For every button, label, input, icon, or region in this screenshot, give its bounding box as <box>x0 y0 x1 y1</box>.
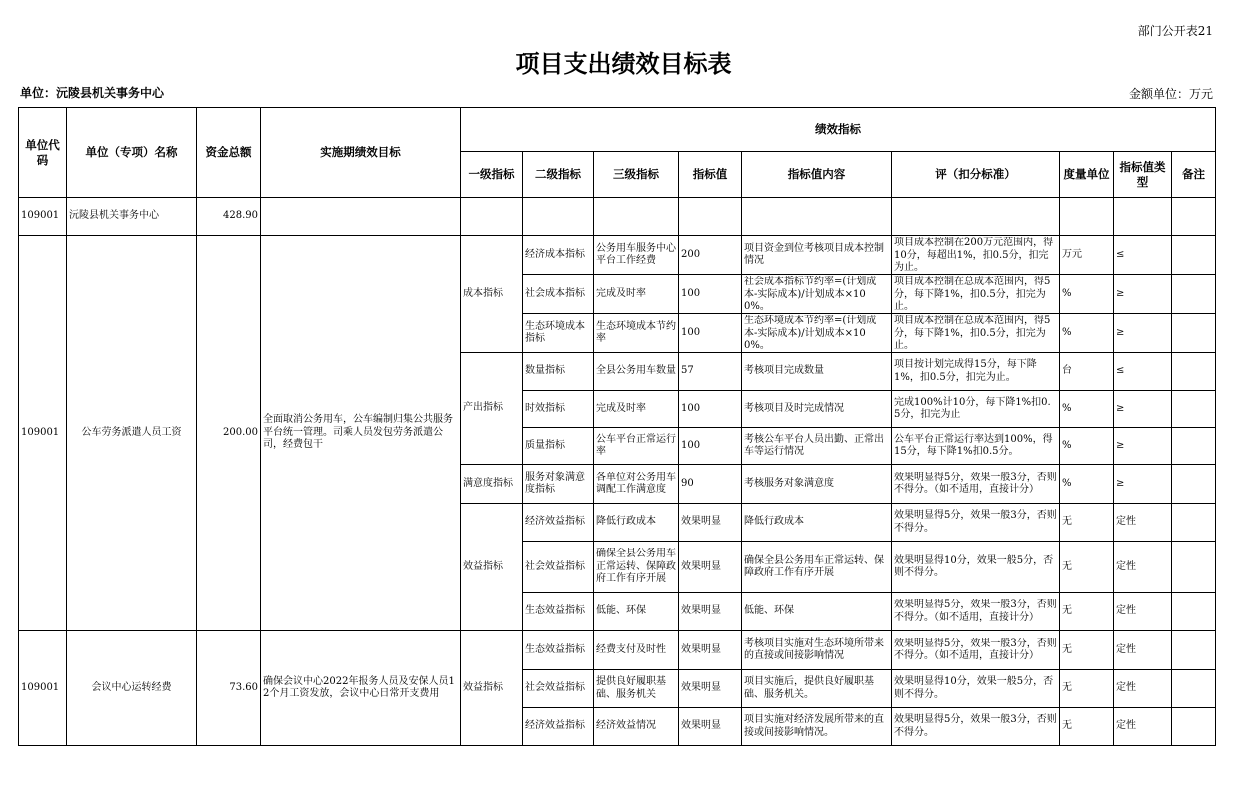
unit-label: 单位：沅陵县机关事务中心 <box>20 86 165 100</box>
value: 100 <box>679 275 742 314</box>
l2: 质量指标 <box>523 428 594 465</box>
content: 考核服务对象满意度 <box>742 465 892 504</box>
l3: 全县公务用车数量 <box>594 353 679 391</box>
unit: % <box>1060 465 1114 504</box>
value: 200 <box>679 236 742 275</box>
header-level3: 三级指标 <box>594 152 679 198</box>
header-measure-unit: 度量单位 <box>1060 152 1114 198</box>
standard-text: 效果明显得5分，效果一般3分，否则不得分。（如不适用，直接计分） <box>894 599 1057 623</box>
content: 降低行政成本 <box>742 504 892 542</box>
l3-text: 各单位对公务用车调配工作满意度 <box>596 471 676 495</box>
standard: 完成100%计10分，每下降1%扣0.5分，扣完为止 <box>892 391 1060 428</box>
project1-total: 200.00 <box>197 236 261 631</box>
project2-name: 会议中心运转经费 <box>67 631 197 746</box>
remark <box>1172 670 1216 708</box>
header-content: 指标值内容 <box>742 152 892 198</box>
value: 效果明显 <box>679 708 742 746</box>
content <box>742 314 892 353</box>
header-target: 实施期绩效目标 <box>261 108 461 198</box>
header-total: 资金总额 <box>197 108 261 198</box>
type: 定性 <box>1114 631 1172 670</box>
content: 考核项目完成数量 <box>742 353 892 391</box>
project1-target: 全面取消公务用车，公车编制归集公共服务平台统一管理。司乘人员发包劳务派遣公司，经费包干 <box>261 236 461 631</box>
remark <box>1172 275 1216 314</box>
content: 考核公车平台人员出勤、正常出车等运行情况 <box>742 428 892 465</box>
header-value-type: 指标值类型 <box>1114 152 1172 198</box>
type: ≥ <box>1114 465 1172 504</box>
standard <box>892 236 1060 275</box>
performance-table <box>18 107 1216 746</box>
l2: 经济成本指标 <box>523 236 594 275</box>
project2-group-benefit: 效益指标 <box>461 631 523 746</box>
remark <box>1172 708 1216 746</box>
type: 定性 <box>1114 593 1172 631</box>
type: 定性 <box>1114 504 1172 542</box>
l3: 提供良好履职基础、服务机关 <box>594 670 679 708</box>
standard: 效果明显得5分，效果一般3分，否则不得分。 <box>892 708 1060 746</box>
unit: 无 <box>1060 631 1114 670</box>
header-indicators: 绩效指标 <box>461 108 1216 152</box>
type: ≥ <box>1114 391 1172 428</box>
standard-text: 项目成本控制在200万元范围内，得10分，每超出1%，扣0.5分，扣完为止。 <box>894 237 1054 273</box>
standard: 公车平台正常运行率达到100%，得15分，每下降1%扣0.5分。 <box>892 428 1060 465</box>
unit: % <box>1060 275 1114 314</box>
remark <box>1172 593 1216 631</box>
standard-text: 项目成本控制在总成本范围内，得5分，每下降1%，扣0.5分，扣完为止。 <box>894 315 1051 351</box>
l3: 生态环境成本节约率 <box>594 314 679 353</box>
header-standard: 评（扣分标准） <box>892 152 1060 198</box>
l2: 时效指标 <box>523 391 594 428</box>
summary-name: 沅陵县机关事务中心 <box>67 198 197 236</box>
l2: 社会成本指标 <box>523 275 594 314</box>
unit: % <box>1060 314 1114 353</box>
content: 确保全县公务用车正常运转、保障政府工作有序开展 <box>742 542 892 593</box>
value: 90 <box>679 465 742 504</box>
type: ≥ <box>1114 314 1172 353</box>
content: 项目资金到位考核项目成本控制情况 <box>742 236 892 275</box>
summary-code: 109001 <box>19 198 67 236</box>
type: 定性 <box>1114 542 1172 593</box>
summary-total: 428.90 <box>197 198 261 236</box>
unit: 无 <box>1060 670 1114 708</box>
project1-name: 公车劳务派遣人员工资 <box>67 236 197 631</box>
project2-code: 109001 <box>19 631 67 746</box>
content: 考核项目及时完成情况 <box>742 391 892 428</box>
value: 效果明显 <box>679 593 742 631</box>
l3: 公务用车服务中心平台工作经费 <box>594 236 679 275</box>
group-benefit: 效益指标 <box>461 504 523 631</box>
value: 效果明显 <box>679 631 742 670</box>
value: 100 <box>679 391 742 428</box>
unit: 无 <box>1060 593 1114 631</box>
unit: 无 <box>1060 504 1114 542</box>
l3 <box>594 542 679 593</box>
standard <box>892 314 1060 353</box>
l2: 经济效益指标 <box>523 708 594 746</box>
header-code: 单位代码 <box>19 108 67 198</box>
l3: 降低行政成本 <box>594 504 679 542</box>
l2: 经济效益指标 <box>523 504 594 542</box>
type: 定性 <box>1114 708 1172 746</box>
standard: 效果明显得10分，效果一般5分，否则不得分。 <box>892 542 1060 593</box>
l2: 生态效益指标 <box>523 593 594 631</box>
form-number: 部门公开表21 <box>1137 24 1213 38</box>
remark <box>1172 353 1216 391</box>
l2: 数量指标 <box>523 353 594 391</box>
table-row <box>19 236 1216 275</box>
l2: 社会效益指标 <box>523 670 594 708</box>
type: ≥ <box>1114 428 1172 465</box>
l3: 完成及时率 <box>594 391 679 428</box>
standard: 效果明显得5分，效果一般3分，否则不得分。 <box>892 504 1060 542</box>
group-satisfaction: 满意度指标 <box>461 465 523 504</box>
unit: 无 <box>1060 708 1114 746</box>
type: 定性 <box>1114 670 1172 708</box>
value: 57 <box>679 353 742 391</box>
l3: 低能、环保 <box>594 593 679 631</box>
standard <box>892 465 1060 504</box>
value: 效果明显 <box>679 670 742 708</box>
content: 低能、环保 <box>742 593 892 631</box>
l3: 经费支付及时性 <box>594 631 679 670</box>
l3: 经济效益情况 <box>594 708 679 746</box>
l2: 生态效益指标 <box>523 631 594 670</box>
content: 项目实施对经济发展所带来的直接或间接影响情况。 <box>742 708 892 746</box>
standard <box>892 275 1060 314</box>
header-name: 单位（专项）名称 <box>67 108 197 198</box>
header-level2: 二级指标 <box>523 152 594 198</box>
standard: 项目按计划完成得15分，每下降1%，扣0.5分，扣完为止。 <box>892 353 1060 391</box>
standard-text: 效果明显得5分，效果一般3分，否则不得分。（如不适用，直接计分） <box>894 471 1057 495</box>
project2-target: 确保会议中心2022年报务人员及安保人员12个月工资发放，会议中心日常开支费用 <box>261 631 461 746</box>
l3 <box>594 465 679 504</box>
unit: 万元 <box>1060 236 1114 275</box>
header-value: 指标值 <box>679 152 742 198</box>
type: ≥ <box>1114 275 1172 314</box>
header-remark: 备注 <box>1172 152 1216 198</box>
page-title: 项目支出绩效目标表 <box>515 50 732 78</box>
remark <box>1172 428 1216 465</box>
header-row-1 <box>19 108 1216 152</box>
unit: 台 <box>1060 353 1114 391</box>
header-level1: 一级指标 <box>461 152 523 198</box>
l2: 服务对象满意度指标 <box>523 465 594 504</box>
remark <box>1172 504 1216 542</box>
table-row <box>19 631 1216 670</box>
value: 效果明显 <box>679 504 742 542</box>
standard <box>892 593 1060 631</box>
unit: % <box>1060 391 1114 428</box>
l3: 公车平台正常运行率 <box>594 428 679 465</box>
value: 100 <box>679 428 742 465</box>
remark <box>1172 314 1216 353</box>
content: 考核项目实施对生态环境所带来的直接或间接影响情况 <box>742 631 892 670</box>
standard: 效果明显得10分，效果一般5分，否则不得分。 <box>892 670 1060 708</box>
content: 项目实施后，提供良好履职基础、服务机关。 <box>742 670 892 708</box>
remark <box>1172 631 1216 670</box>
project2-total: 73.60 <box>197 631 261 746</box>
l2: 社会效益指标 <box>523 542 594 593</box>
standard-text: 项目成本控制在总成本范围内，得5分，每下降1%，扣0.5分，扣完为止。 <box>894 276 1051 312</box>
group-output: 产出指标 <box>461 353 523 465</box>
value: 100 <box>679 314 742 353</box>
remark <box>1172 542 1216 593</box>
remark <box>1172 465 1216 504</box>
value: 效果明显 <box>679 542 742 593</box>
type: ≤ <box>1114 353 1172 391</box>
project1-code: 109001 <box>19 236 67 631</box>
amount-unit-label: 金额单位：万元 <box>1128 87 1213 101</box>
content-text: 社会成本指标节约率=(计划成本-实际成本)/计划成本×100%。 <box>744 276 877 312</box>
standard <box>892 631 1060 670</box>
remark <box>1172 236 1216 275</box>
summary-row <box>19 198 1216 236</box>
content-text: 生态环境成本节约率=(计划成本-实际成本)/计划成本×100%。 <box>744 315 877 351</box>
l2: 生态环境成本指标 <box>523 314 594 353</box>
l3: 完成及时率 <box>594 275 679 314</box>
unit: % <box>1060 428 1114 465</box>
group-cost: 成本指标 <box>461 236 523 353</box>
l3-text: 确保全县公务用车正常运转、保障政府工作有序开展 <box>596 548 676 585</box>
remark <box>1172 391 1216 428</box>
standard-text: 效果明显得5分，效果一般3分，否则不得分。（如不适用，直接计分） <box>894 637 1057 661</box>
content <box>742 275 892 314</box>
unit: 无 <box>1060 542 1114 593</box>
type: ≤ <box>1114 236 1172 275</box>
